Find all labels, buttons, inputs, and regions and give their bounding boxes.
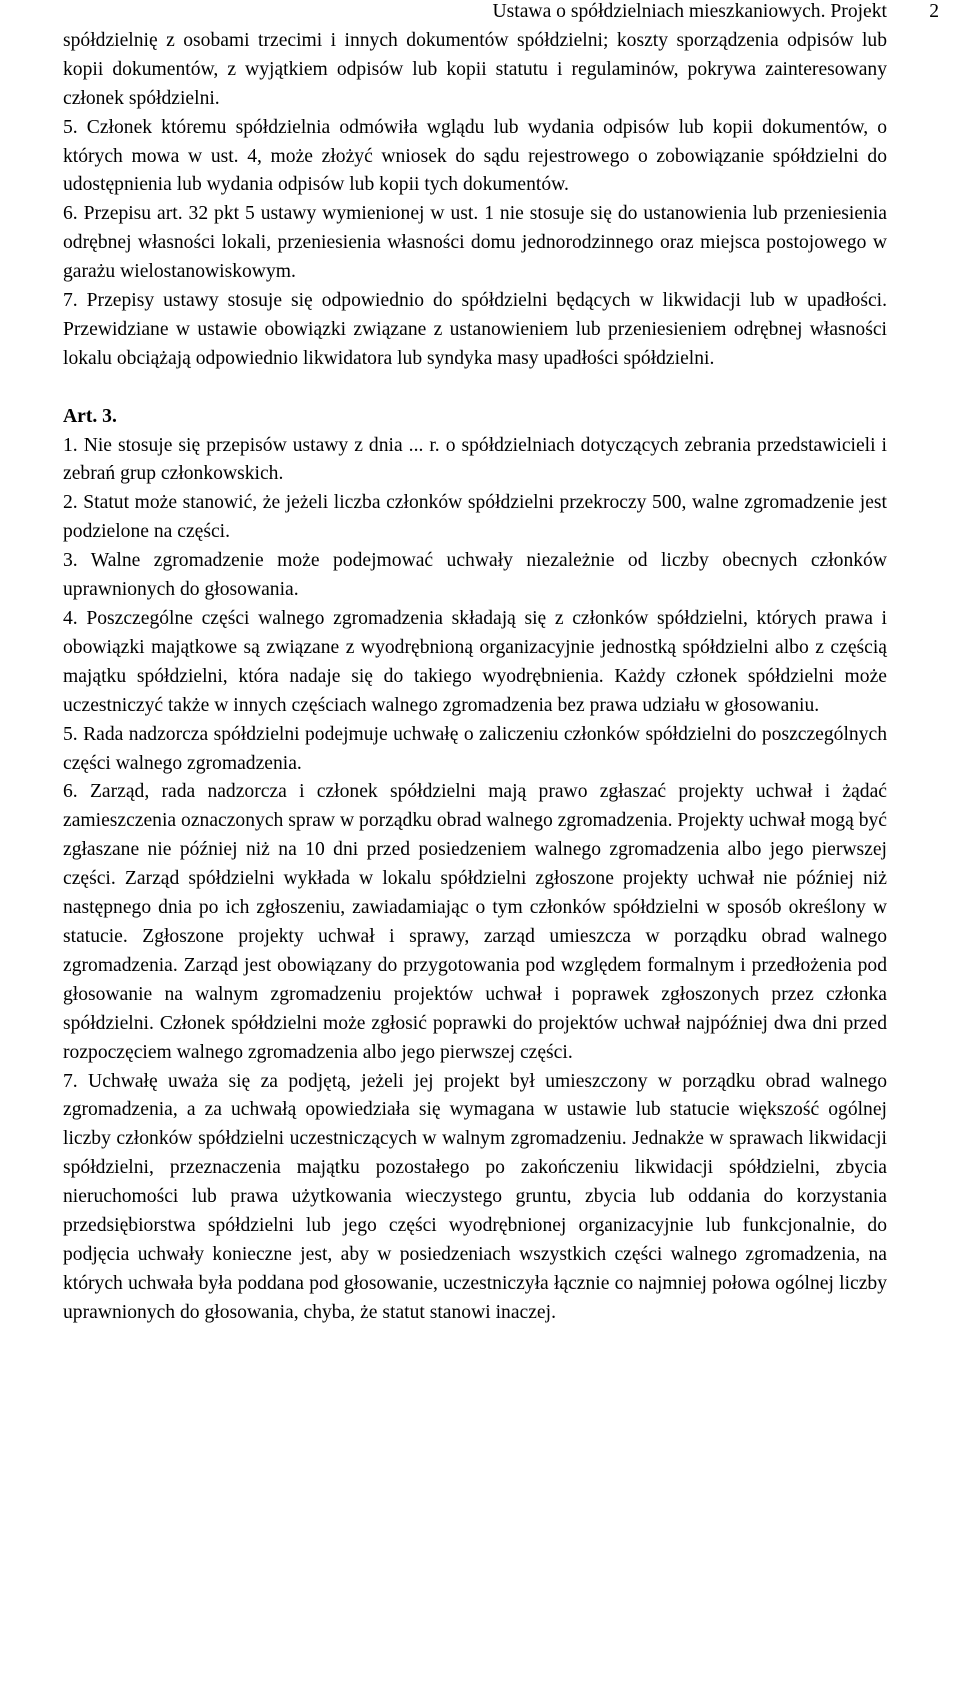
- art3-paragraph-6: 6. Zarząd, rada nadzorcza i członek spółdzielni mają prawo zgłaszać projekty uchwał i żądać zamieszczenia oznaczonych spraw w porządku obrad walnego zgromadzenia. Projekty uchwał mogą być zgłaszane nie później niż na 10 dni przed posiedzeniem walnego zgromadzenia albo jego pierwszej części. Zarząd spółdzielni wykłada w lokalu spółdzielni zgłoszone projekty uchwał nie później niż następnego dnia po ich zgłoszeniu, zawiadamiając o tym członków spółdzielni w sposób określony w statucie. Zgłoszone projekty uchwał i sprawy, zarząd umieszcza w porządku obrad walnego zgromadzenia. Zarząd jest obowiązany do przygotowania pod względem formalnym i przedłożenia pod głosowanie na walnym zgromadzeniu projektów uchwał i poprawek zgłoszonych przez członka spółdzielni. Członek spółdzielni może zgłosić poprawki do projektów uchwał najpóźniej dwa dni przed rozpoczęciem walnego zgromadzenia albo jego pierwszej części.: [63, 781, 887, 1063]
- page-header: [63, 0, 939, 27]
- paragraph-5: 5. Członek któremu spółdzielnia odmówiła wglądu lub wydania odpisów lub kopii dokumentów, o których mowa w ust. 4, może złożyć wniosek do sądu rejestrowego o zobowiązanie spółdzielni do udostępnienia lub wydania odpisów lub kopii tych dokumentów.: [63, 116, 887, 196]
- paragraph-7: 7. Przepisy ustawy stosuje się odpowiednio do spółdzielni będących w likwidacji lub w upadłości. Przewidziane w ustawie obowiązki związane z ustanowieniem lub przeniesieniem odrębnej własności lokalu obciążają odpowiednio likwidatora lub syndyka masy upadłości spółdzielni.: [63, 290, 887, 369]
- page-number: 2: [929, 1, 939, 22]
- art3-paragraph-3: 3. Walne zgromadzenie może podejmować uchwały niezależnie od liczby obecnych członków uprawnionych do głosowania.: [63, 550, 887, 601]
- art3-paragraph-5: 5. Rada nadzorcza spółdzielni podejmuje uchwałę o zaliczeniu członków spółdzielni do poszczególnych części walnego zgromadzenia.: [63, 723, 887, 774]
- art3-paragraph-2: 2. Statut może stanowić, że jeżeli liczba członków spółdzielni przekroczy 500, walne zgromadzenie jest podzielone na części.: [63, 492, 887, 543]
- art3-paragraph-1: 1. Nie stosuje się przepisów ustawy z dnia ... r. o spółdzielniach dotyczących zebrania przedstawicieli i zebrań grup członkowskich.: [63, 434, 887, 485]
- art3-paragraph-7: 7. Uchwałę uważa się za podjętą, jeżeli jej projekt był umieszczony w porządku obrad walnego zgromadzenia, a za uchwałą opowiedziała się wymagana w ustawie lub statucie większość ogólnej liczby członków spółdzielni uczestniczących w walnym zgromadzeniu. Jednakże w sprawach likwidacji spółdzielni, przeznaczenia majątku pozostałego po zakończeniu likwidacji spółdzielni, zbycia nieruchomości lub prawa użytkowania wieczystego gruntu, zbycia lub oddania do korzystania przedsiębiorstwa spółdzielni lub jego części wyodrębnionej organizacyjnie lub funkcjonalnie, do podjęcia uchwały konieczne jest, aby w posiedzeniach wszystkich części walnego zgromadzenia, na których uchwała była poddana pod głosowanie, uczestniczyła łącznie co najmniej połowa ogólnej liczby uprawnionych do głosowania, chyba, że statut stanowi inaczej.: [63, 1070, 887, 1323]
- document-title: Ustawa o spółdzielniach mieszkaniowych. Projekt: [492, 1, 887, 22]
- paragraph-continuation: spółdzielnię z osobami trzecimi i innych dokumentów spółdzielni; koszty sporządzenia odpisów lub kopii dokumentów, z wyjątkiem odpisów lub kopii statutu i regulaminów, pokrywa zainteresowany członek spółdzielni.: [63, 29, 887, 109]
- paragraph-6: 6. Przepisu art. 32 pkt 5 ustawy wymienionej w ust. 1 nie stosuje się do ustanowienia lub przeniesienia odrębnej własności lokali, przeniesienia własności domu jednorodzinnego oraz miejsca postojowego w garażu wielostanowiskowym.: [63, 203, 887, 283]
- section-spacer: [63, 374, 887, 403]
- art3-paragraph-4: 4. Poszczególne części walnego zgromadzenia składają się z członków spółdzielni, których prawa i obowiązki majątkowe są związane z wyodrębnioną organizacyjnie jednostką spółdzielni albo z częścią majątku spółdzielni, która nadaje się do takiego wyodrębnienia. Każdy członek spółdzielni może uczestniczyć także w innych częściach walnego zgromadzenia bez prawa udziału w głosowaniu.: [63, 608, 887, 716]
- article-heading: Art. 3.: [63, 405, 117, 427]
